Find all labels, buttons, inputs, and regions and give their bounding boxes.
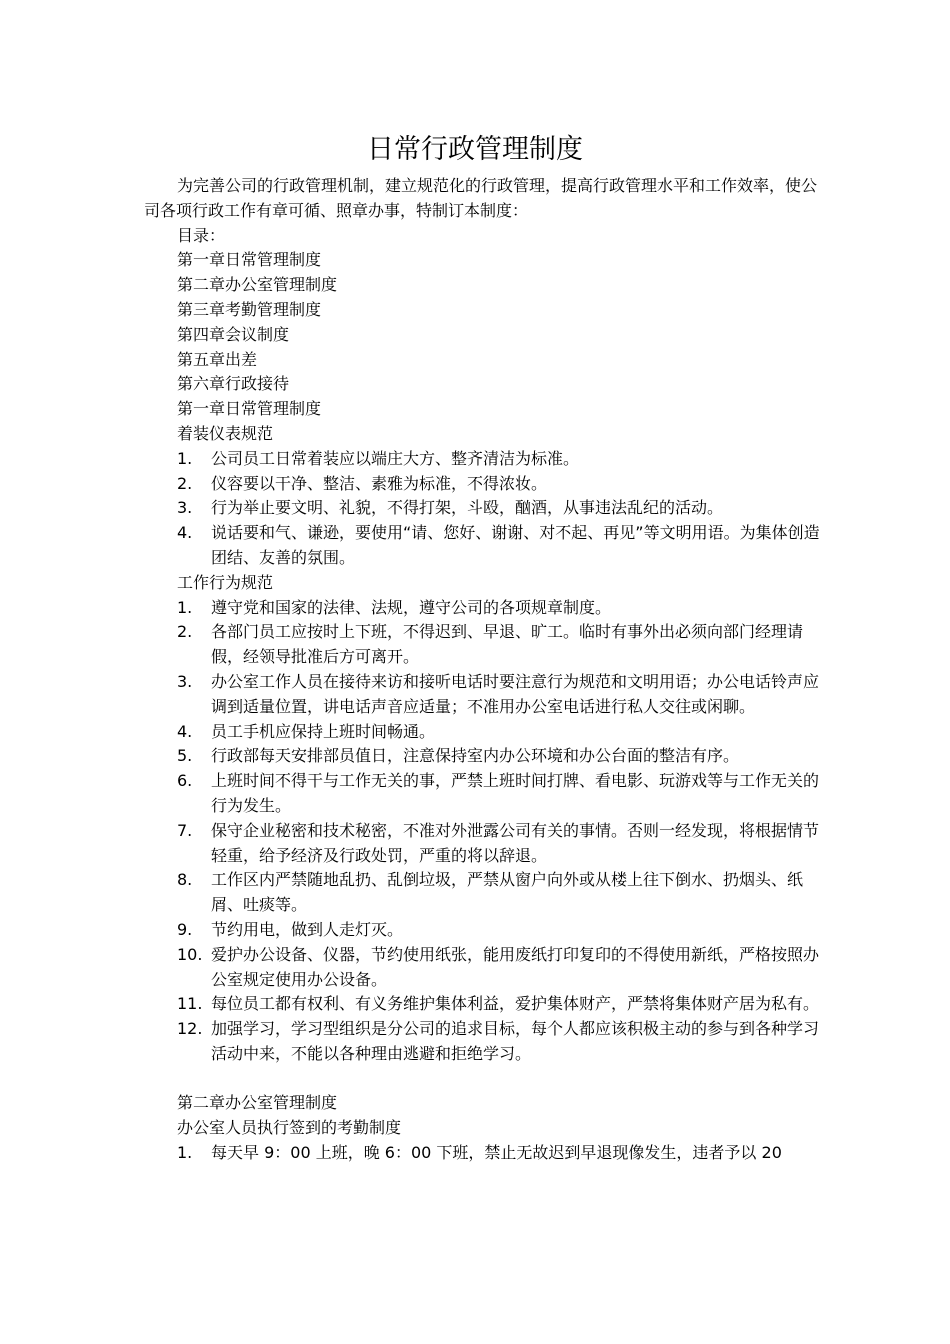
list-item — [144, 720, 824, 745]
list-item-text: 每天早 9：00 上班，晚 6：00 下班，禁止无故迟到早退现像发生，违者予以 20 — [211, 1143, 782, 1163]
list-item-number: 11. — [177, 994, 203, 1014]
list-item-text: 加强学习，学习型组织是分公司的追求目标，每个人都应该积极主动的参与到各种学习活动中来，不能以各种理由逃避和拒绝学习。 — [211, 1019, 820, 1063]
list-item-number: 8. — [177, 870, 193, 890]
section-heading: 着装仪表规范 — [177, 423, 274, 443]
list-item-text: 爱护办公设备、仪器，节约使用纸张，能用废纸打印复印的不得使用新纸，严格按照办公室规定使用办公设备。 — [211, 944, 820, 989]
list-item-number: 1. — [177, 1143, 193, 1163]
chapter-heading: 第二章办公室管理制度 — [177, 1093, 338, 1113]
toc-item: 第二章办公室管理制度 — [177, 275, 338, 295]
list-item-number: 3. — [177, 498, 193, 518]
list-item-number: 12. — [177, 1019, 203, 1039]
list-item-number: 6. — [177, 771, 193, 791]
list-item — [144, 596, 824, 621]
list-item — [144, 868, 824, 918]
toc-item: 第三章考勤管理制度 — [177, 299, 322, 319]
section-heading: 工作行为规范 — [177, 572, 274, 592]
list-item-text: 保守企业秘密和技术秘密，不准对外泄露公司有关的事情。否则一经发现，将根据情节轻重，给予经济及行政处罚，严重的将以辞退。 — [211, 820, 820, 865]
list-item-number: 3. — [177, 671, 193, 691]
list-item — [144, 472, 824, 497]
list-item-text: 每位员工都有权利、有义务维护集体利益，爱护集体财产，严禁将集体财产居为私有。 — [211, 994, 820, 1014]
list-item — [144, 670, 824, 720]
section-heading: 办公室人员执行签到的考勤制度 — [177, 1118, 402, 1138]
document-body — [144, 174, 824, 1166]
list-item — [144, 769, 824, 819]
list-item-number: 7. — [177, 820, 193, 840]
document-title: 日常行政管理制度 — [367, 134, 583, 165]
list-item-number: 2. — [177, 473, 193, 493]
list-item — [144, 496, 824, 521]
list-item-text: 遵守党和国家的法律、法规，遵守公司的各项规章制度。 — [211, 597, 612, 617]
list-item-text: 仪容要以干净、整洁、素雅为标准，不得浓妆。 — [211, 473, 548, 493]
toc-item: 第五章出差 — [177, 349, 258, 369]
toc-item: 第六章行政接待 — [177, 374, 290, 394]
list-item-number: 2. — [177, 622, 193, 642]
list-item-number: 5. — [177, 746, 193, 766]
list-item-text: 节约用电，做到人走灯灭。 — [211, 919, 404, 939]
list-item-text: 工作区内严禁随地乱扔、乱倒垃圾，严禁从窗户向外或从楼上往下倒水、扔烟头、纸屑、吐痰等。 — [211, 870, 804, 915]
attendance-list — [144, 1141, 824, 1166]
list-item-number: 4. — [177, 523, 193, 543]
toc-item: 第一章日常管理制度 — [177, 250, 322, 270]
list-item-number: 1. — [177, 448, 193, 468]
list-item-text: 上班时间不得干与工作无关的事，严禁上班时间打牌、看电影、玩游戏等与工作无关的行为发生。 — [211, 771, 820, 815]
list-item — [144, 744, 824, 769]
blank-line — [144, 1067, 824, 1092]
list-item-text: 各部门员工应按时上下班，不得迟到、早退、旷工。临时有事外出必须向部门经理请假，经领导批准后方可离开。 — [211, 622, 804, 667]
list-item-number: 10. — [177, 944, 203, 964]
list-item-text: 说话要和气、谦逊，要使用“请、您好、谢谢、对不起、再见”等文明用语。为集体创造团结、友善的氛围。 — [211, 523, 820, 567]
list-item — [144, 521, 824, 571]
list-item-text: 办公室工作人员在接待来访和接听电话时要注意行为规范和文明用语；办公电话铃声应调到适量位置，讲电话声音应适量；不准用办公室电话进行私人交往或闲聊。 — [211, 671, 820, 716]
work-conduct-list — [144, 596, 824, 1067]
list-item-number: 1. — [177, 597, 193, 617]
list-item-number: 9. — [177, 919, 193, 939]
list-item — [144, 918, 824, 943]
list-item — [144, 943, 824, 993]
list-item-text: 行为举止要文明、礼貌，不得打架，斗殴，酗酒，从事违法乱纪的活动。 — [211, 498, 724, 518]
list-item — [144, 1017, 824, 1067]
list-item — [144, 992, 824, 1017]
list-item — [144, 1141, 824, 1166]
list-item-text: 公司员工日常着装应以端庄大方、整齐清洁为标准。 — [211, 448, 580, 468]
toc-label: 目录： — [177, 225, 226, 245]
list-item — [144, 819, 824, 869]
list-item — [144, 447, 824, 472]
intro-paragraph: 为完善公司的行政管理机制，建立规范化的行政管理，提高行政管理水平和工作效率，使公司各项行政工作有章可循、照章办事，特制订本制度： — [144, 176, 818, 220]
list-item-number: 4. — [177, 721, 193, 741]
list-item — [144, 620, 824, 670]
chapter-heading: 第一章日常管理制度 — [177, 399, 322, 419]
toc-item: 第四章会议制度 — [177, 324, 290, 344]
list-item-text: 行政部每天安排部员值日，注意保持室内办公环境和办公台面的整洁有序。 — [211, 746, 740, 766]
dress-code-list — [144, 447, 824, 571]
list-item-text: 员工手机应保持上班时间畅通。 — [211, 721, 436, 741]
